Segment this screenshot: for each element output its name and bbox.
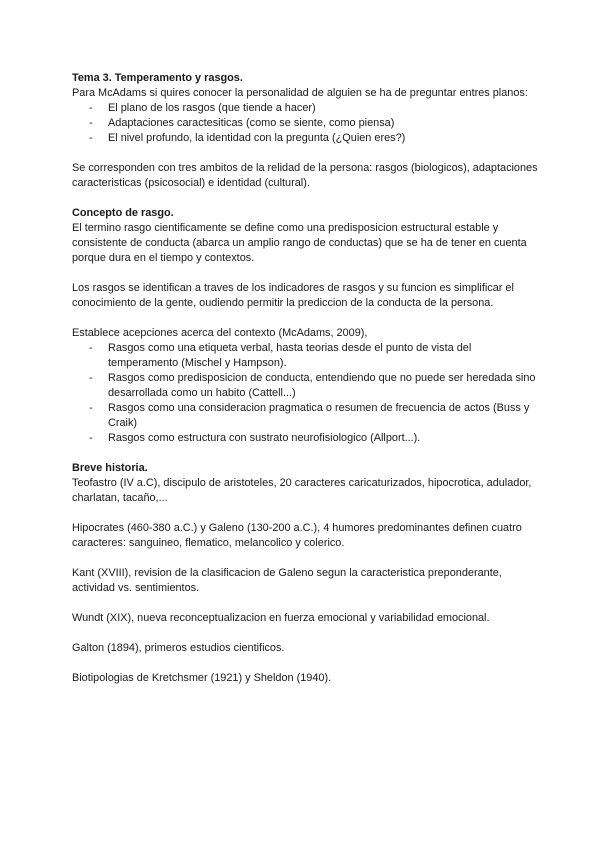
list-item: - Rasgos como una consideracion pragmatica o resumen de frecuencia de actos (Buss y Craik) — [72, 401, 542, 431]
historia-paragraph: Hipocrates (460-380 a.C.) y Galeno (130-200 a.C.), 4 humores predominantes definen cuatro caracteres: sanguineo, flematico, melancolico y colerico. — [72, 522, 522, 549]
concepto-list — [72, 341, 542, 446]
section-title-historia: Breve historia. — [72, 462, 148, 474]
section-title-tema: Tema 3. Temperamento y rasgos. — [72, 72, 243, 84]
concepto-paragraph-3: Establece acepciones acerca del contexto (McAdams, 2009), — [72, 327, 368, 339]
historia-paragraph: Kant (XVIII), revision de la clasificacion de Galeno segun la caracteristica preponderante, actividad vs. sentimientos. — [72, 567, 502, 594]
list-item: - El plano de los rasgos (que tiende a hacer) — [72, 101, 542, 116]
list-item: - Rasgos como una etiqueta verbal, hasta teorias desde el punto de vista del temperamento (Mischel y Hampson). — [72, 341, 542, 371]
list-item: - Adaptaciones caractesiticas (como se siente, como piensa) — [72, 116, 542, 131]
section-title-concepto: Concepto de rasgo. — [72, 207, 174, 219]
list-item: - El nivel profundo, la identidad con la pregunta (¿Quien eres?) — [72, 131, 542, 146]
list-item: - Rasgos como predisposicion de conducta, entendiendo que no puede ser heredada sino desarrollada como un habito (Cattell...) — [72, 371, 542, 401]
historia-paragraph: Wundt (XIX), nueva reconceptualizacion en fuerza emocional y variabilidad emocional. — [72, 612, 490, 624]
historia-paragraph: Galton (1894), primeros estudios cientificos. — [72, 642, 285, 654]
document-body — [72, 71, 542, 686]
concepto-paragraph-1: El termino rasgo cientificamente se define como una predisposicion estructural estable y consistente de conducta (abarca un amplio rango de conductas) que se ha de tener en cuenta porque dura en el tiempo y contextos. — [72, 222, 527, 264]
historia-paragraph: Teofastro (IV a.C), discipulo de aristoteles, 20 caracteres caricaturizados, hipocrotica, adulador, charlatan, tacaño,... — [72, 477, 532, 504]
tema-intro: Para McAdams si quires conocer la personalidad de alguien se ha de preguntar entres planos: — [72, 87, 528, 99]
concepto-paragraph-2: Los rasgos se identifican a traves de los indicadores de rasgos y su funcion es simplificar el conocimiento de la gente, oudiendo permitir la prediccion de la conducta de la persona. — [72, 282, 514, 309]
historia-paragraph: Biotipologias de Kretchsmer (1921) y Sheldon (1940). — [72, 672, 332, 684]
tema-list — [72, 101, 542, 146]
list-item: - Rasgos como estructura con sustrato neurofisiologico (Allport...). — [72, 431, 542, 446]
tema-summary: Se corresponden con tres ambitos de la relidad de la persona: rasgos (biologicos), adaptaciones caracteristicas (psicosocial) e identidad (cultural). — [72, 162, 538, 189]
